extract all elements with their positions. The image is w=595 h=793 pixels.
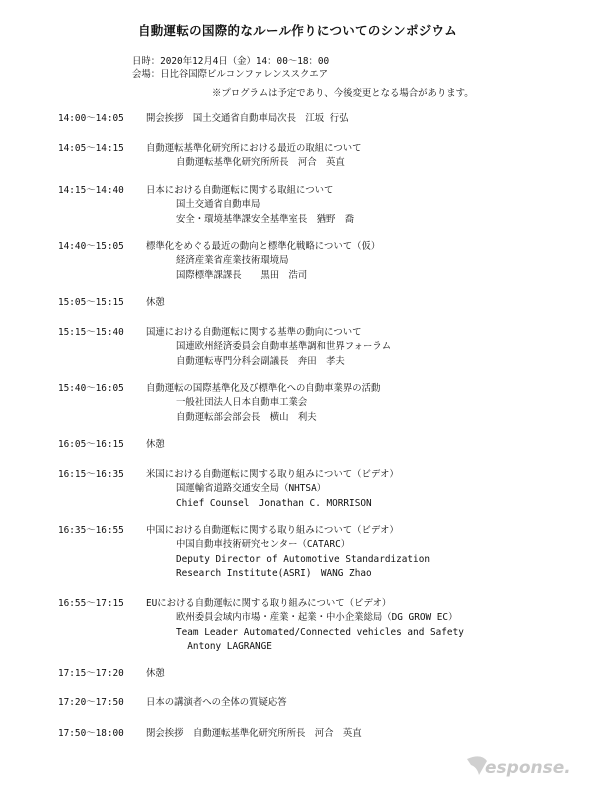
session-speaker-line: Antony LAGRANGE [176, 641, 272, 652]
session-time: 16:55～17:15 [58, 598, 124, 609]
session-speaker-line: Research Institute(ASRI) WANG Zhao [176, 568, 372, 579]
session-speaker-line: 中国自動車技術研究センター（CATARC） [176, 539, 351, 550]
session-title: 閉会挨拶 自動運転基準化研究所所長 河合 英直 [146, 728, 362, 739]
session-title: 国連における自動運転に関する基準の動向について [146, 327, 362, 338]
session-time: 16:05～16:15 [58, 439, 124, 450]
document-title: 自動運転の国際的なルール作りについてのシンポジウム [137, 23, 458, 38]
session-time: 14:00～14:05 [58, 113, 124, 124]
session-time: 17:50～18:00 [58, 728, 124, 739]
session-time: 17:20～17:50 [58, 697, 124, 708]
event-venue: 会場：日比谷国際ビルコンファレンススクエア [132, 69, 328, 80]
session-time: 16:15～16:35 [58, 469, 124, 480]
schedule-note: ※プログラムは予定であり、今後変更となる場合があります。 [212, 88, 474, 99]
session-speaker-line: 自動運転基準化研究所所長 河合 英直 [176, 157, 345, 168]
event-info [132, 56, 329, 82]
session-speaker-line: 安全・環境基準課安全基準室長 猶野 喬 [176, 214, 355, 225]
session-title: 休憩 [146, 668, 165, 679]
session-speaker-line: Team Leader Automated/Connected vehicles and Safety [176, 627, 464, 638]
session-time: 15:05～15:15 [58, 297, 124, 308]
session-speaker-line: Deputy Director of Automotive Standardization [176, 554, 430, 565]
svg-text:esponse.: esponse. [485, 758, 571, 778]
session-title: 休憩 [146, 297, 165, 308]
session-speaker-line: 国連欧州経済委員会自動車基準調和世界フォーラム [176, 341, 392, 352]
session-title: 自動運転の国際基準化及び標準化への自動車業界の活動 [146, 383, 381, 394]
session-speaker-line: 自動運転専門分科会副議長 奔田 孝夫 [176, 356, 345, 367]
session-speaker-line: 国土交通省自動車局 [176, 199, 261, 210]
session-title: EUにおける自動運転に関する取り組みについて（ビデオ） [146, 598, 392, 609]
session-title: 日本の講演者への全体の質疑応答 [146, 697, 287, 708]
session-time: 17:15～17:20 [58, 668, 124, 679]
session-time: 14:15～14:40 [58, 185, 124, 196]
session-speaker-line: 自動運転部会部会長 横山 利夫 [176, 412, 317, 423]
session-speaker-line: 国際標準課課長 黒田 浩司 [176, 270, 308, 281]
session-speaker-line: 一般社団法人日本自動車工業会 [176, 397, 308, 408]
session-speaker-line: 経済産業省産業技術環境局 [176, 255, 289, 266]
session-time: 15:15～15:40 [58, 327, 124, 338]
session-title: 米国における自動運転に関する取り組みについて（ビデオ） [146, 469, 399, 480]
session-time: 15:40～16:05 [58, 383, 124, 394]
session-title: 日本における自動運転に関する取組について [146, 185, 334, 196]
event-date: 日時：2020年12月4日（金）14：00～18：00 [132, 56, 330, 67]
session-title: 休憩 [146, 439, 165, 450]
session-time: 16:35～16:55 [58, 525, 124, 536]
session-time: 14:05～14:15 [58, 143, 124, 154]
session-title: 中国における自動運転に関する取り組みについて（ビデオ） [146, 525, 399, 536]
session-title: 標準化をめぐる最近の動向と標準化戦略について（仮） [146, 241, 381, 252]
session-speaker-line: 国運輸省道路交通安全局（NHTSA） [176, 483, 327, 494]
session-title: 開会挨拶 国土交通省自動車局次長 江坂 行弘 [146, 113, 349, 124]
session-speaker-line: Chief Counsel Jonathan C. MORRISON [176, 498, 372, 509]
response-watermark-logo [463, 751, 583, 781]
session-speaker-line: 欧州委員会域内市場・産業・起業・中小企業総局（DG GROW EC） [176, 612, 458, 623]
session-title: 自動運転基準化研究所における最近の取組について [146, 143, 362, 154]
session-time: 14:40～15:05 [58, 241, 124, 252]
response-logo-icon [463, 751, 583, 781]
